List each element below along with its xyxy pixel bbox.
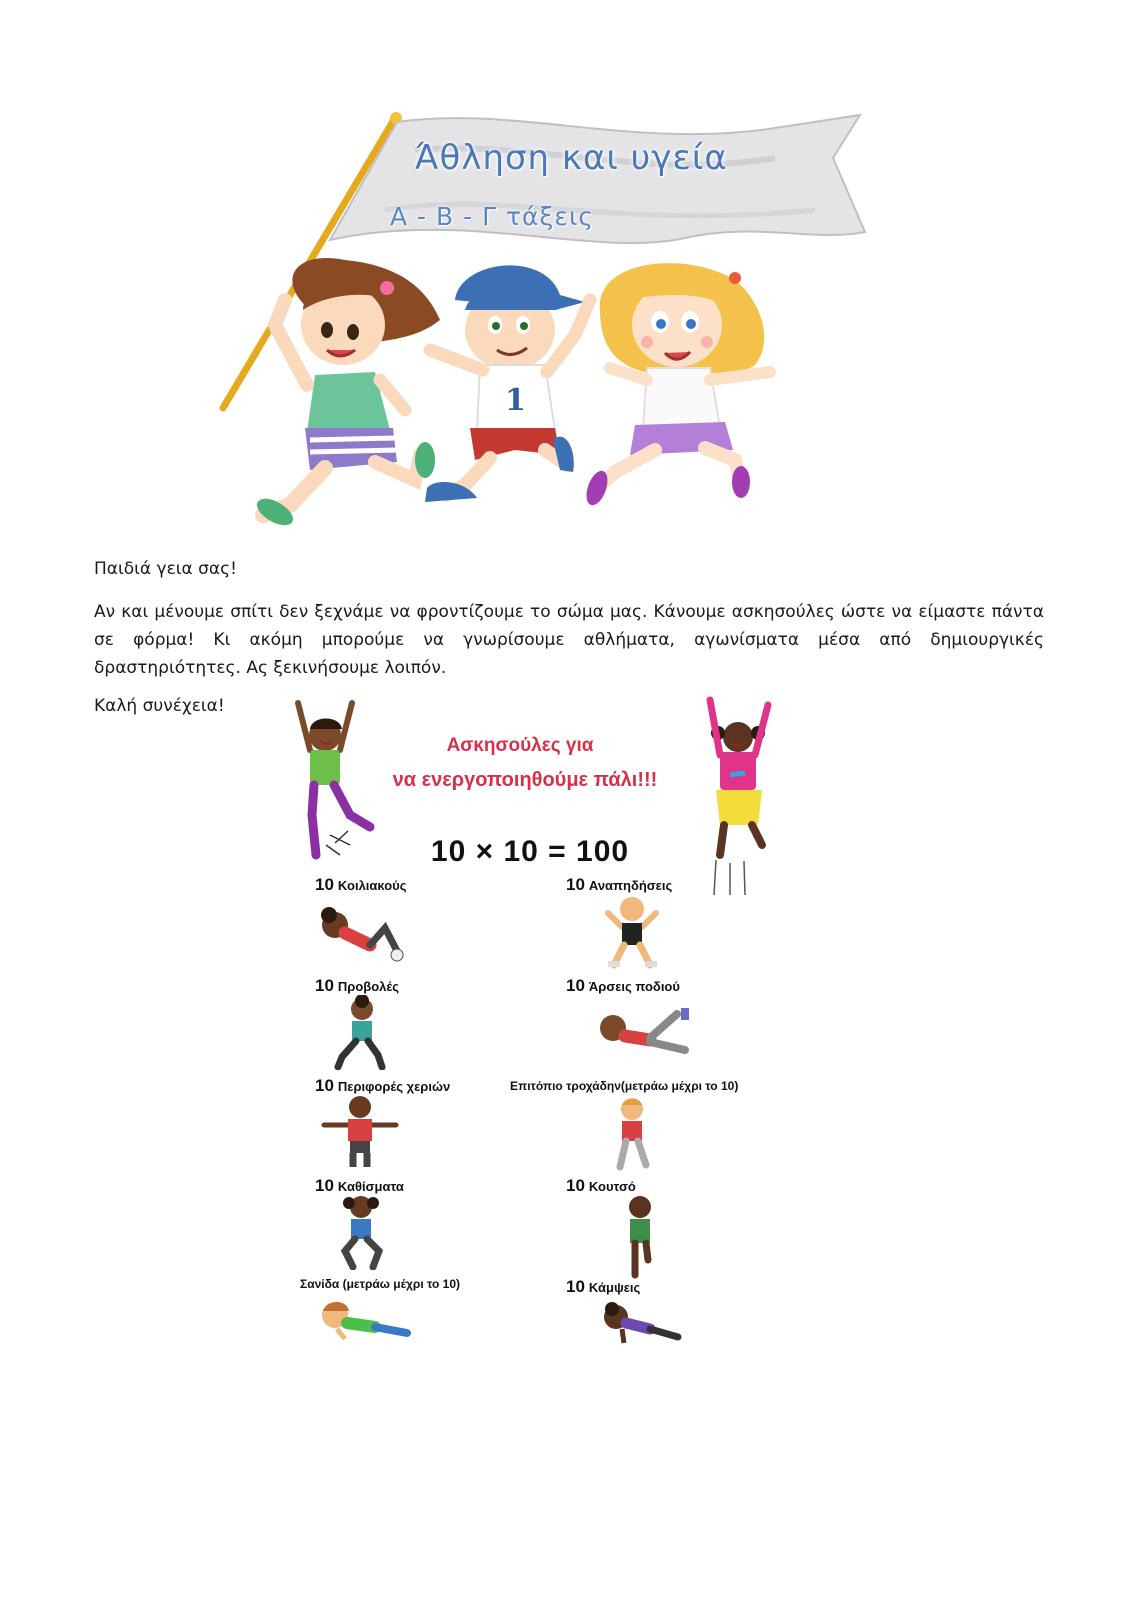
lunges-figure-icon	[330, 995, 390, 1070]
exercise-label-lunges: 10 Προβολές	[315, 976, 400, 995]
exercise-label-squats: 10 Καθίσματα	[315, 1176, 404, 1195]
squats-figure-icon	[335, 1195, 390, 1270]
exercise-label-hopscotch: 10 Κουτσό	[566, 1176, 636, 1195]
pushups-figure-icon	[600, 1295, 685, 1350]
banner-subtitle: Α - Β - Γ τάξεις	[390, 202, 595, 231]
poster-title-line2: να ενεργοποιηθούμε πάλι!!!	[392, 769, 658, 791]
leg-raises-figure-icon	[595, 1000, 695, 1065]
intro-paragraph: Αν και μένουμε σπίτι δεν ξεχνάμε να φροντίζουμε το σώμα μας. Κάνουμε ασκησούλες ώστε να είμαστε πάντα σε φόρμα! Κι ακόμη μπορούμε να γνωρίσουμε αθλήματα, αγωνίσματα μέσα από δημιουργικές δραστηριότητες. Ας ξεκινήσουμε λοιπόν.	[94, 602, 1044, 678]
exercise-label-jumps: 10 Αναπηδήσεις	[566, 875, 673, 894]
exercise-label-situps: 10 Κοιλιακούς	[315, 875, 407, 894]
arm-circles-figure-icon	[320, 1095, 400, 1170]
header-illustration	[215, 110, 875, 540]
exercise-label-pushups: 10 Κάμψεις	[566, 1277, 641, 1296]
exercise-label-arm-circles: 10 Περιφορές χεριών	[315, 1076, 451, 1095]
greeting-text: Παιδιά γεια σας!	[94, 559, 237, 579]
poster-equation: 10 × 10 = 100	[430, 835, 630, 868]
jogging-figure-icon	[608, 1097, 658, 1172]
hopscotch-figure-icon	[620, 1195, 660, 1280]
situps-figure-icon	[315, 903, 405, 968]
jumping-boy-illustration	[290, 695, 390, 870]
jumping-girl-illustration	[690, 695, 790, 900]
plank-figure-icon	[315, 1293, 415, 1348]
banner-title: Άθληση και υγεία	[415, 138, 728, 178]
exercise-label-leg-raises: 10 Άρσεις ποδιού	[566, 976, 680, 995]
svg-text:1: 1	[505, 383, 526, 418]
exercise-label-jogging: Επιτόπιο τροχάδην(μετράω μέχρι το 10)	[510, 1079, 739, 1093]
closing-text: Καλή συνέχεια!	[94, 696, 225, 716]
poster-title-line1: Ασκησούλες για	[446, 735, 594, 756]
jumping-jacks-figure-icon	[600, 895, 665, 970]
exercise-label-plank: Σανίδα (μετράω μέχρι το 10)	[300, 1277, 461, 1291]
exercise-poster	[290, 695, 790, 1360]
